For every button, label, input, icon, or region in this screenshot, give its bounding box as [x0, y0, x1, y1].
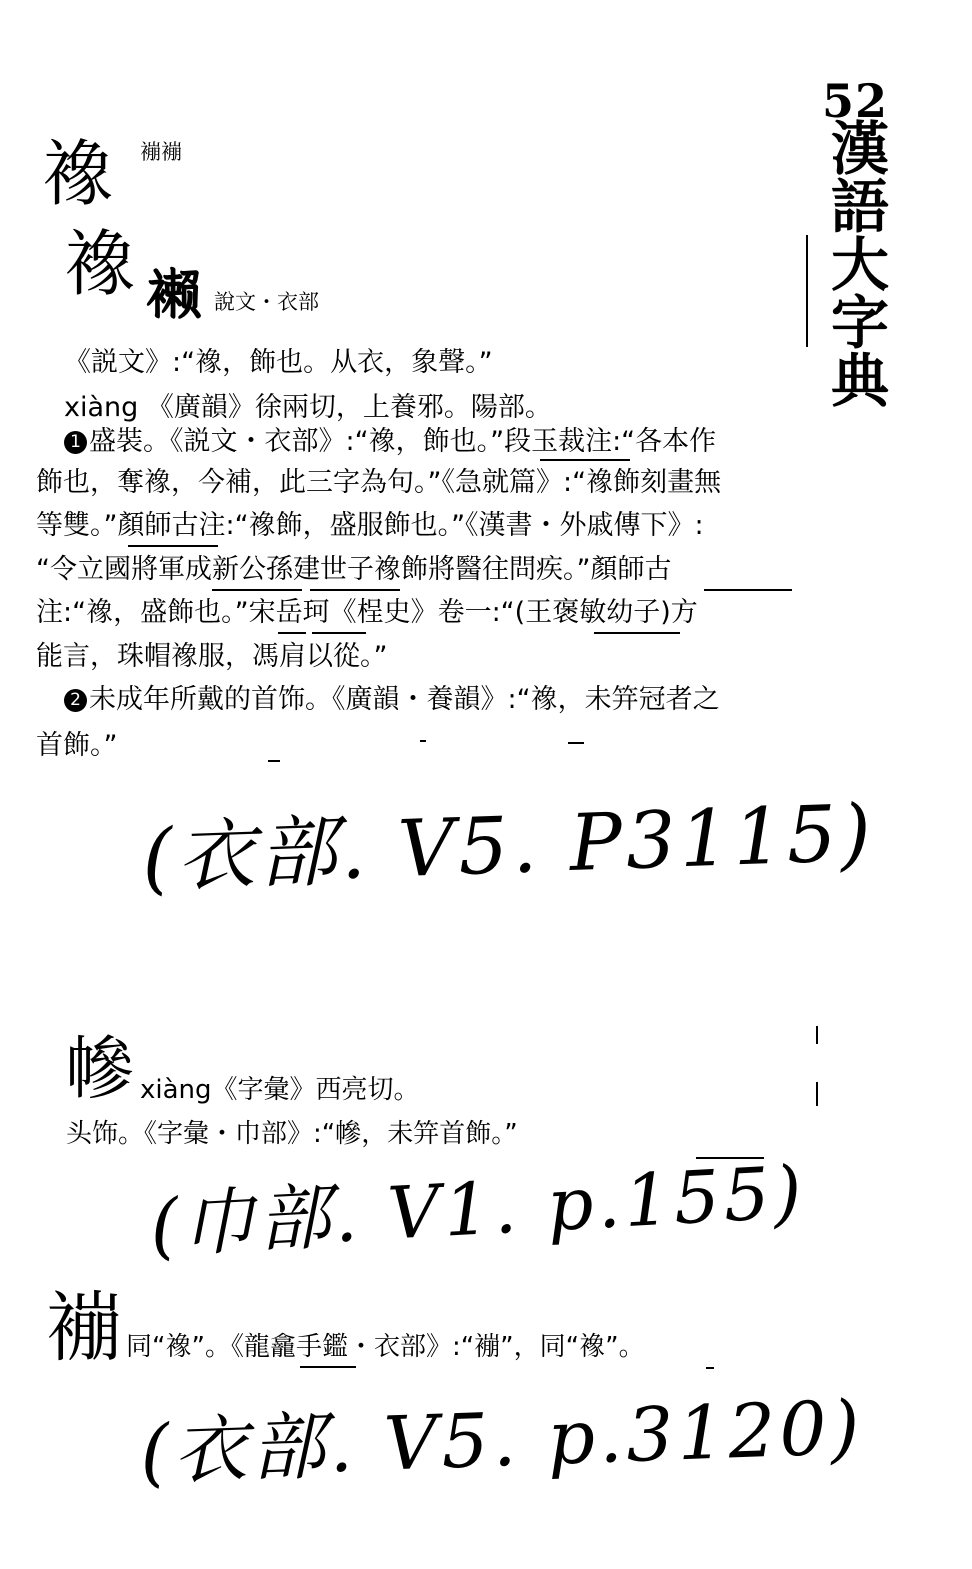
scan-artifact [420, 740, 426, 742]
entry2-handwritten-note: (巾部. V1. p.155) [148, 1149, 808, 1268]
name-underline [594, 632, 680, 634]
entry1-sense-2 [64, 686, 720, 713]
entry2-pronunciation: xiàng《字彙》西亮切。 [140, 1075, 420, 1105]
dictionary-title: 漢語大字典 [821, 118, 889, 408]
entry3-handwritten-note: (衣部. V5. p.3120) [138, 1384, 865, 1496]
sense-number-badge: 1 [64, 431, 87, 454]
entry3-head-char: 䙖 [46, 1283, 122, 1372]
scan-artifact [300, 1366, 356, 1368]
entry1-seal-script: 𧝝 [146, 261, 202, 327]
scan-artifact [706, 1367, 714, 1369]
entry3-definition: 同“襐”。《龍龕手鑑・衣部》:“䙖”，同“襐”。 [126, 1332, 645, 1362]
entry1-line: 等雙。”顏師古注:“襐飾，盛服飾也。”《漢書・外戚傳下》: [36, 510, 704, 541]
scan-artifact [568, 742, 584, 744]
scan-artifact [268, 760, 280, 762]
entry1-source-label: 說文・衣部 [214, 290, 319, 314]
entry1-line: 注:“襐，盛飾也。”宋岳珂《桯史》卷一:“(王褒敏幼子)方 [36, 597, 698, 628]
name-underline [212, 589, 302, 591]
entry1-line: 未成年所戴的首饰。《廣韻・養韻》:“襐，未笄冠者之 [89, 684, 720, 715]
entry1-head-char: 襐 [42, 132, 115, 216]
entry1-sub-char: 襐 [64, 222, 137, 306]
entry1-line: 首飾。” [36, 730, 118, 761]
name-underline [278, 632, 306, 634]
entry2-head-char: 幓 [66, 1030, 135, 1109]
entry1-line: 盛裝。《説文・衣部》:“襐，飾也。”段玉裁注:“各本作 [89, 426, 717, 457]
entry1-line: 能言，珠帽襐服，馮肩以從。” [36, 641, 388, 672]
entry2-definition: 头饰。《字彙・巾部》:“幓，未笄首飾。” [66, 1119, 518, 1149]
sense-number-badge: 2 [64, 689, 87, 712]
name-underline [310, 589, 400, 591]
scan-artifact [816, 1082, 818, 1106]
entry1-handwritten-note: (衣部. V5. P3115) [140, 788, 877, 904]
entry1-variant-forms: 䙖䙖 [140, 140, 182, 164]
entry1-pronunciation-line: xiàng 《廣韻》徐兩切，上養邪。陽部。 [64, 392, 552, 423]
sidebar-divider [806, 235, 808, 347]
name-underline [704, 589, 792, 591]
entry1-sense-1 [64, 428, 716, 455]
name-underline [128, 545, 218, 547]
entry1-shuowen-line: 《説文》:“襐，飾也。从衣，象聲。” [64, 347, 493, 378]
entry1-line: 飾也，奪襐，今補，此三字為句。”《急就篇》:“襐飾刻畫無 [36, 467, 722, 498]
page-number: 52 [822, 74, 889, 128]
name-underline [540, 459, 630, 461]
scan-artifact [816, 1026, 818, 1044]
entry1-line: “令立國將軍成新公孫建世子襐飾將醫往問疾。”顏師古 [36, 554, 672, 585]
name-underline [312, 632, 366, 634]
